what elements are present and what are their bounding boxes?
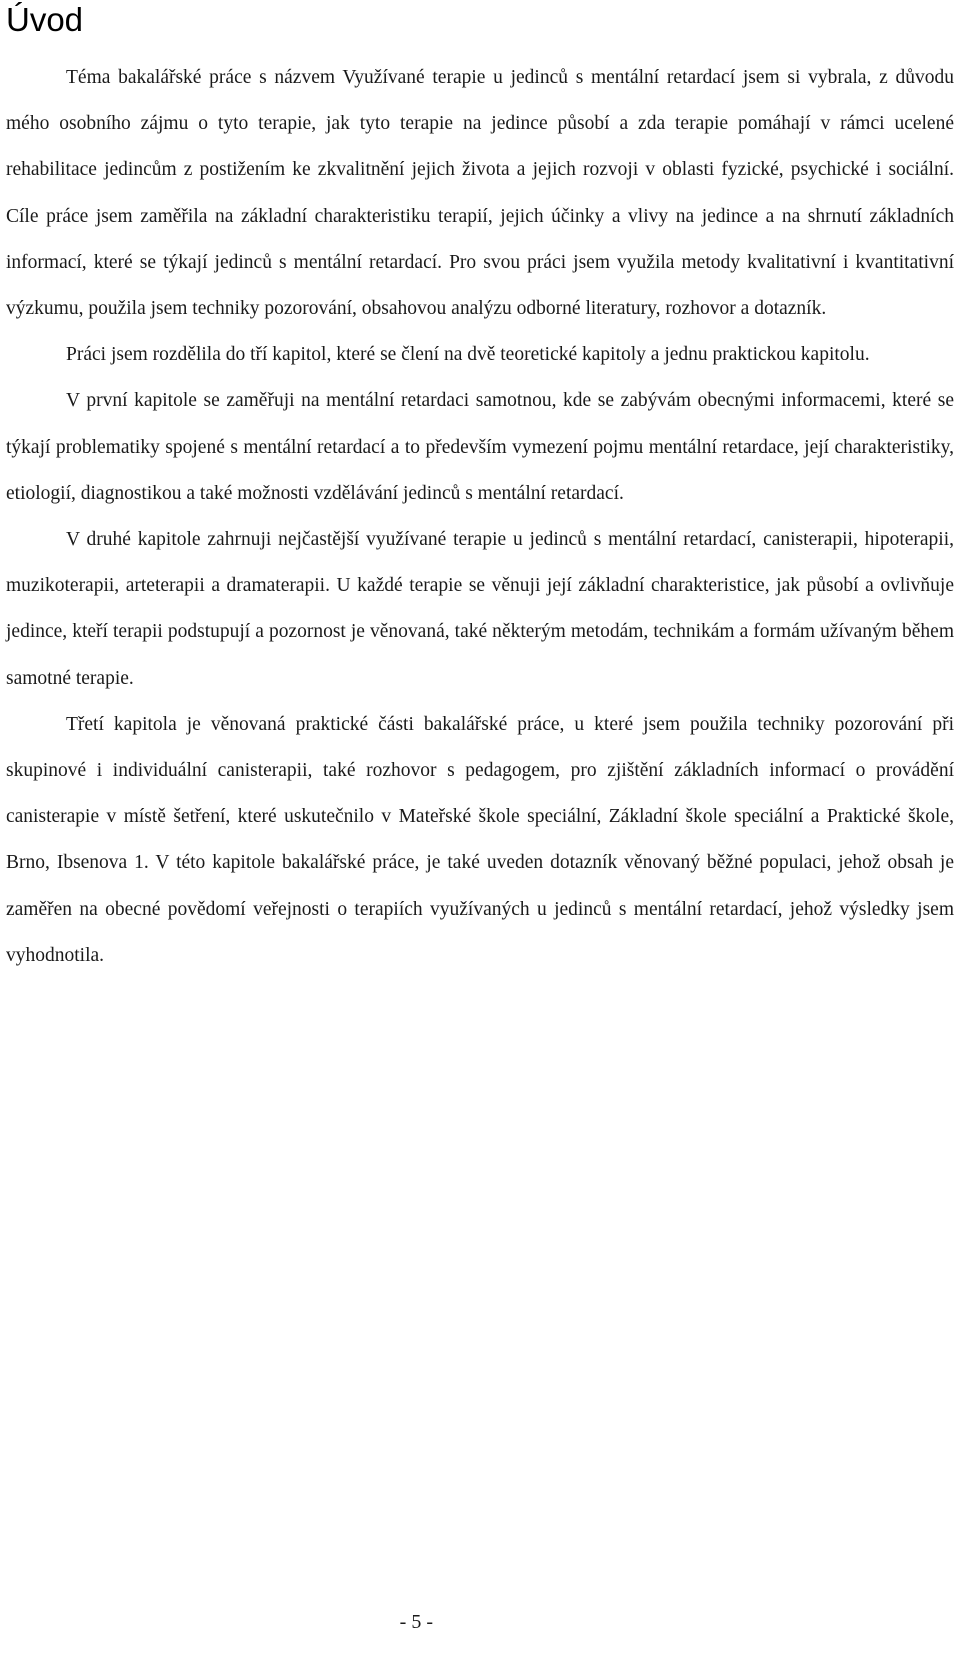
paragraph-5: Třetí kapitola je věnovaná praktické části bakalářské práce, u které jsem použila techniky pozorování při skupinové i individuální canisterapii, také rozhovor s pedagogem, pro zjištění základních informací o provádění canisterapie v místě šetření, které uskutečnilo v Mateřské škole speciální, Základní škole speciální a Praktické škole, Brno, Ibsenova 1. V této kapitole bakalářské práce, je také uveden dotazník věnovaný běžné populaci, jehož obsah je zaměřen na obecné povědomí veřejnosti o terapiích využívaných u jedinců s mentální retardací, jehož výsledky jsem vyhodnotila.	[6, 713, 954, 966]
page-number-footer	[0, 1608, 960, 1636]
paragraph-4: V druhé kapitole zahrnuji nejčastější využívané terapie u jedinců s mentální retardací, canisterapii, hipoterapii, muzikoterapii, arteterapii a dramaterapii. U každé terapie se věnuji její základní charakteristice, jak působí a ovlivňuje jedince, kteří terapii podstupují a pozornost je věnovaná, také některým metodám, technikám a formám užívaným během samotné terapie.	[6, 529, 954, 689]
page-number: - 5 -	[399, 1611, 433, 1633]
paragraph-2: Práci jsem rozdělila do tří kapitol, které se člení na dvě teoretické kapitoly a jednu praktickou kapitolu.	[66, 344, 870, 366]
paragraph-3: V první kapitole se zaměřuji na mentální retardaci samotnou, kde se zabývám obecnými informacemi, které se týkají problematiky spojené s mentální retardací a to především vymezení pojmu mentální retardace, její charakteristiky, etiologií, diagnostikou a také možnosti vzdělávání jedinců s mentální retardací.	[6, 390, 954, 504]
page-title: Úvod	[6, 1, 84, 38]
paragraph-1: Téma bakalářské práce s názvem Využívané terapie u jedinců s mentální retardací jsem si vybrala, z důvodu mého osobního zájmu o tyto terapie, jak tyto terapie na jedince působí a zda terapie pomáhají v rámci ucelené rehabilitace jedincům z postižením ke zkvalitnění jejich života a jejich rozvoji v oblasti fyzické, psychické i sociální. Cíle práce jsem zaměřila na základní charakteristiku terapií, jejich účinky a vlivy na jedince a na shrnutí základních informací, které se týkají jedinců s mentální retardací. Pro svou práci jsem využila metody kvalitativní i kvantitativní výzkumu, použila jsem techniky pozorování, obsahovou analýzu odborné literatury, rozhovor a dotazník.	[6, 67, 954, 320]
body-text	[6, 55, 954, 979]
